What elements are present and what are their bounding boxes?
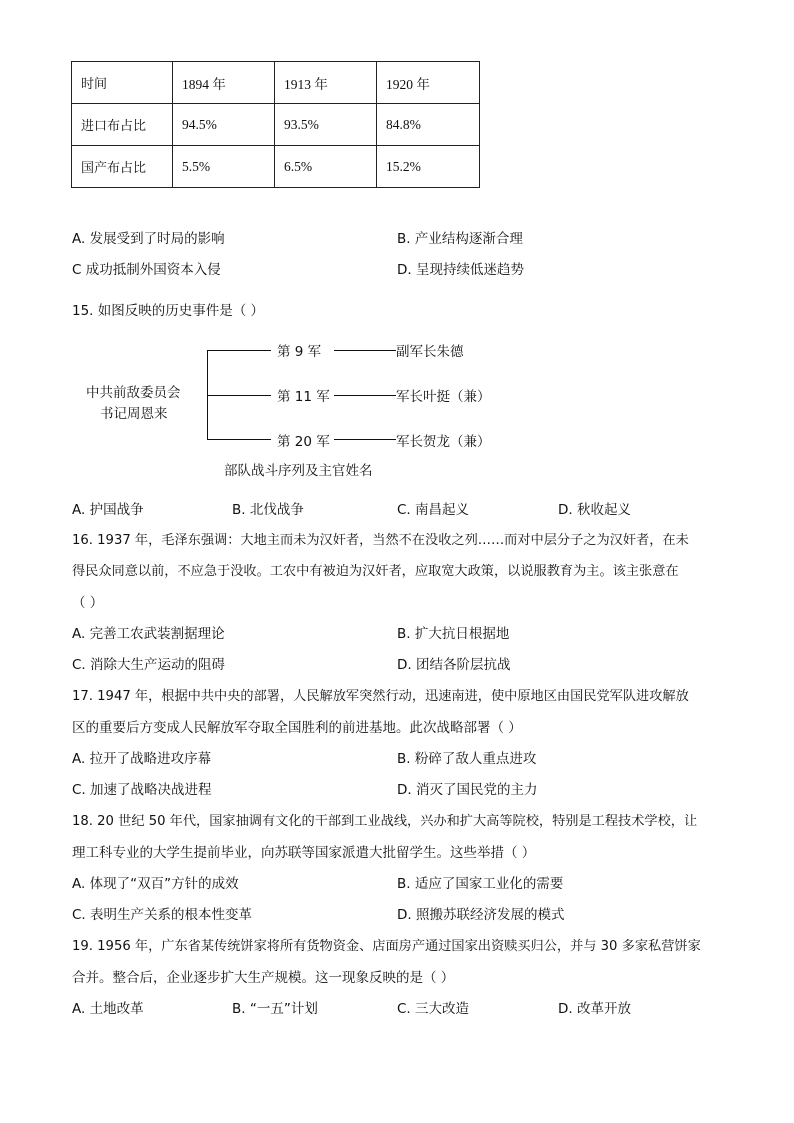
option-a: A. 完善工农武装割据理论	[72, 626, 225, 642]
option-d: D. 团结各阶层抗战	[397, 657, 511, 673]
table-cell: 5.5%	[173, 146, 275, 188]
diagram-branch-line	[207, 350, 271, 351]
question-16-line: 得民众同意以前，不应急于没收。工农中有被迫为汉奸者，应取宽大政策，以说服教育为主。该主张意在	[72, 564, 679, 579]
question-17-line: 区的重要后方变成人民解放军夺取全国胜利的前进基地。此次战略部署（ ）	[72, 720, 522, 736]
diagram-leader-label: 副军长朱德	[396, 344, 464, 360]
diagram-leader-label: 军长叶挺（兼）	[396, 389, 491, 405]
question-15-stem: 15. 如图反映的历史事件是（ ）	[72, 303, 265, 319]
table-cell: 84.8%	[377, 104, 480, 146]
option-d: D. 照搬苏联经济发展的模式	[397, 907, 565, 923]
table-cell: 6.5%	[275, 146, 377, 188]
option-a: A. 拉开了战略进攻序幕	[72, 751, 212, 767]
option-d: D. 消灭了国民党的主力	[397, 782, 538, 798]
table-header-cell: 时间	[72, 62, 173, 104]
option-c: C. 表明生产关系的根本性变革	[72, 907, 253, 923]
option-b: B. “一五”计划	[232, 1001, 318, 1017]
diagram-army-label: 第 20 军	[277, 434, 330, 450]
army-diagram	[80, 335, 520, 479]
option-c: C. 南昌起义	[397, 502, 470, 518]
option-d: D. 呈现持续低迷趋势	[397, 262, 524, 278]
option-a: A. 发展受到了时局的影响	[72, 231, 225, 247]
table-header-row	[72, 62, 480, 104]
diagram-caption: 部队战斗序列及主官姓名	[224, 463, 373, 479]
question-19-line: 19. 1956 年，广东省某传统饼家将所有货物资金、店面房产通过国家出资赎买归公，并与 30 多家私营饼家	[72, 939, 701, 954]
option-a: A. 体现了“双百”方针的成效	[72, 876, 239, 892]
diagram-branch-line	[207, 395, 271, 396]
option-c: C. 加速了战略决战进程	[72, 782, 212, 798]
diagram-leader-label: 军长贺龙（兼）	[396, 434, 491, 450]
question-17-line: 17. 1947 年，根据中共中央的部署，人民解放军突然行动，迅速南进，使中原地区由国民党军队进攻解放	[72, 689, 689, 704]
option-b: B. 扩大抗日根据地	[397, 626, 510, 642]
table-cell: 进口布占比	[72, 104, 173, 146]
option-d: D. 秋收起义	[558, 502, 631, 518]
table-row	[72, 104, 480, 146]
option-b: B. 适应了国家工业化的需要	[397, 876, 564, 892]
diagram-army-label: 第 11 军	[277, 389, 330, 405]
diagram-arrow-line	[334, 439, 396, 440]
option-d: D. 改革开放	[558, 1001, 631, 1017]
question-18-line: 18. 20 世纪 50 年代，国家抽调有文化的干部到工业战线，兴办和扩大高等院校，特别是工程技术学校，让	[72, 814, 698, 829]
diagram-arrow-line	[334, 395, 396, 396]
table-cell: 94.5%	[173, 104, 275, 146]
table-cell: 国产布占比	[72, 146, 173, 188]
diagram-arrow-line	[334, 350, 396, 351]
table-header-cell: 1920 年	[377, 62, 480, 104]
diagram-root-line1: 中共前敌委员会	[86, 385, 181, 401]
diagram-root-line2: 书记周恩来	[100, 406, 168, 422]
diagram-army-label: 第 9 军	[277, 344, 322, 360]
table-row	[72, 146, 480, 188]
table-cell: 93.5%	[275, 104, 377, 146]
option-b: B. 产业结构逐渐合理	[397, 231, 523, 247]
option-c: C. 消除大生产运动的阻碍	[72, 657, 226, 673]
table-header-cell: 1894 年	[173, 62, 275, 104]
option-c: C 成功抵制外国资本入侵	[72, 262, 221, 278]
option-b: B. 北伐战争	[232, 502, 304, 518]
question-19-line: 合并。整合后，企业逐步扩大生产规模。这一现象反映的是（ ）	[72, 970, 455, 986]
option-a: A. 护国战争	[72, 502, 144, 518]
diagram-branch-line	[207, 439, 271, 440]
option-c: C. 三大改造	[397, 1001, 470, 1017]
question-16-line: 16. 1937 年，毛泽东强调：大地主而未为汉奸者，当然不在没收之列……而对中层分子之为汉奸者，在未	[72, 533, 689, 548]
table-cell: 15.2%	[377, 146, 480, 188]
question-18-line: 理工科专业的大学生提前毕业，向苏联等国家派遣大批留学生。这些举措（ ）	[72, 845, 536, 861]
option-a: A. 土地改革	[72, 1001, 144, 1017]
table-header-cell: 1913 年	[275, 62, 377, 104]
data-table	[71, 61, 480, 188]
option-b: B. 粉碎了敌人重点进攻	[397, 751, 537, 767]
question-16-line: （ ）	[72, 595, 104, 611]
